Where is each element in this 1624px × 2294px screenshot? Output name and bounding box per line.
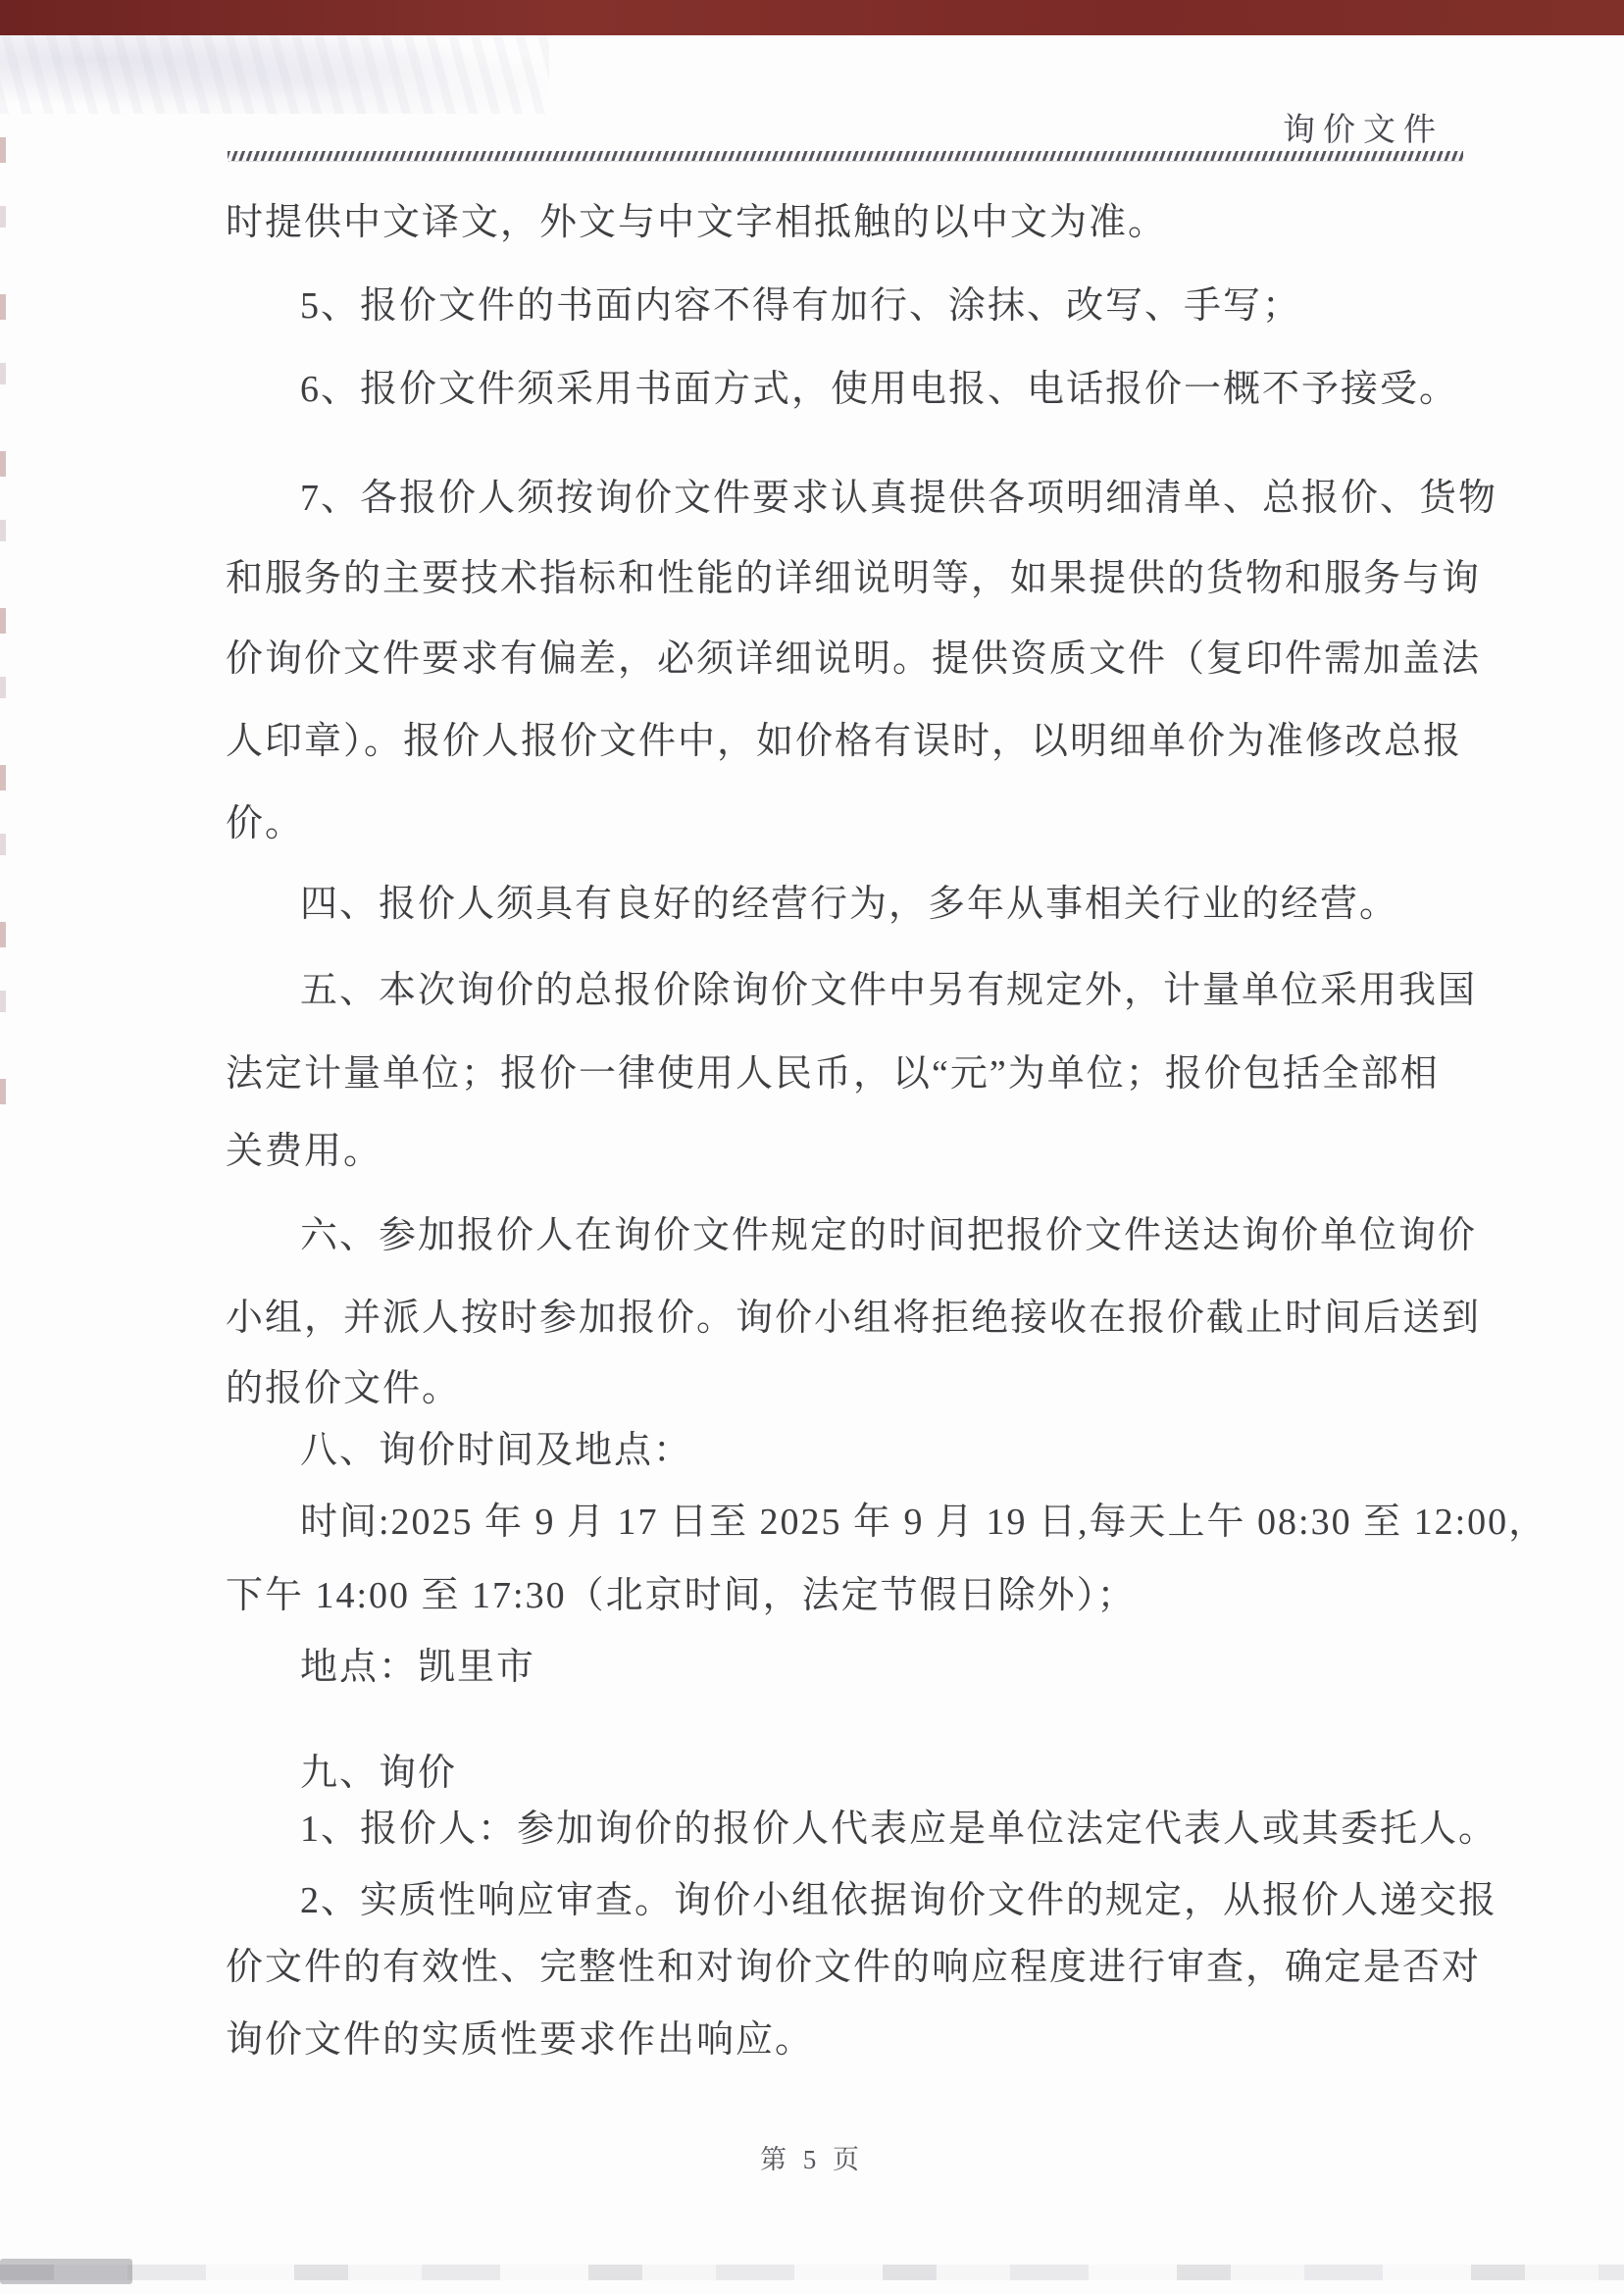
scan-edge-left-marks [0, 137, 6, 1118]
text-line: 的报价文件。 [226, 1368, 462, 1409]
text-line: 四、报价人须具有良好的经营行为，多年从事相关行业的经营。 [300, 884, 1399, 925]
scan-noise-bottom [0, 2265, 1624, 2280]
text-line: 7、各报价人须按询价文件要求认真提供各项明细清单、总报价、货物 [300, 478, 1498, 519]
text-line: 价文件的有效性、完整性和对询价文件的响应程度进行审查，确定是否对 [226, 1947, 1482, 1988]
page-header-label: 询价文件 [1283, 113, 1444, 148]
header-hatched-rule [228, 151, 1463, 161]
text-line: 5、报价文件的书面内容不得有加行、涂抹、改写、手写； [300, 285, 1302, 327]
text-line: 时提供中文译文，外文与中文字相抵触的以中文为准。 [226, 202, 1168, 243]
page-number: 第 5 页 [760, 2145, 864, 2174]
scan-edge-top-band [0, 0, 1624, 35]
text-line: 人印章）。报价人报价文件中，如价格有误时，以明细单价为准修改总报 [226, 721, 1463, 762]
text-line: 2、实质性响应审查。询价小组依据询价文件的规定，从报价人递交报 [300, 1880, 1498, 1921]
text-line: 法定计量单位；报价一律使用人民币，以“元”为单位；报价包括全部相 [226, 1053, 1440, 1095]
text-line: 价询价文件要求有偏差，必须详细说明。提供资质文件（复印件需加盖法 [226, 638, 1482, 680]
text-line: 八、询价时间及地点： [300, 1430, 693, 1471]
text-line: 地点：凯里市 [300, 1647, 536, 1688]
text-line: 小组，并派人按时参加报价。询价小组将拒绝接收在报价截止时间后送到 [226, 1298, 1482, 1339]
text-line: 关费用。 [226, 1131, 383, 1172]
text-line: 询价文件的实质性要求作出响应。 [226, 2019, 815, 2061]
text-line: 下午 14:00 至 17:30（北京时间，法定节假日除外）； [226, 1575, 1137, 1616]
text-line: 价。 [226, 803, 305, 844]
text-line: 五、本次询价的总报价除询价文件中另有规定外，计量单位采用我国 [300, 970, 1478, 1011]
text-line: 和服务的主要技术指标和性能的详细说明等，如果提供的货物和服务与询 [226, 558, 1482, 599]
text-line: 时间:2025 年 9 月 17 日至 2025 年 9 月 19 日,每天上午 08:30 至 12:00， [300, 1502, 1548, 1543]
text-line: 六、参加报价人在询价文件规定的时间把报价文件送达询价单位询价 [300, 1215, 1478, 1256]
text-line: 九、询价 [300, 1753, 458, 1794]
scan-noise-top-left [0, 35, 549, 114]
text-line: 1、报价人：参加询价的报价人代表应是单位法定代表人或其委托人。 [300, 1809, 1498, 1850]
text-line: 6、报价文件须采用书面方式，使用电报、电话报价一概不予接受。 [300, 369, 1459, 410]
scan-noise-bottom-left [0, 2259, 132, 2284]
